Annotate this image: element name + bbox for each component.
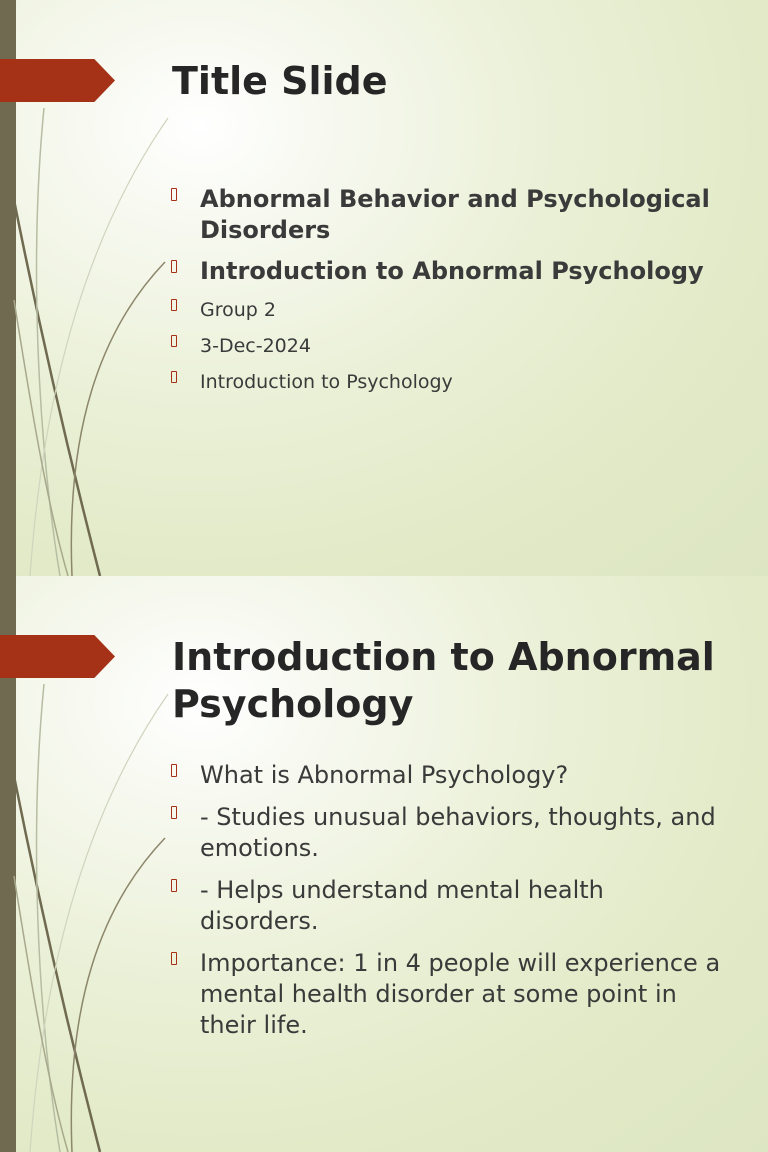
bullet-item — [170, 948, 730, 1041]
bullet-text: Abnormal Behavior and Psychological Disorders — [200, 185, 710, 244]
bullet-icon — [171, 335, 177, 347]
bullet-icon — [171, 806, 177, 819]
bullet-item — [170, 875, 730, 937]
bullet-item — [170, 297, 730, 323]
bullet-item — [170, 802, 730, 864]
bullet-icon — [171, 188, 177, 201]
bullet-item — [170, 760, 730, 791]
slide-title: Title Slide — [172, 59, 388, 103]
bullet-icon — [171, 764, 177, 777]
bullet-text: Introduction to Abnormal Psychology — [200, 257, 704, 285]
bullet-item — [170, 333, 730, 359]
bullet-text: Group 2 — [200, 299, 276, 321]
bullet-icon — [171, 260, 177, 273]
bullet-item — [170, 184, 730, 246]
bullet-text: What is Abnormal Psychology? — [200, 761, 569, 789]
bullet-text: - Studies unusual behaviors, thoughts, and emotions. — [200, 803, 716, 862]
bullet-text: 3-Dec-2024 — [200, 335, 311, 357]
bullet-text: Importance: 1 in 4 people will experience a mental health disorder at some point in their life. — [200, 949, 721, 1039]
bullet-text: Introduction to Psychology — [200, 371, 453, 393]
bullet-text: - Helps understand mental health disorders. — [200, 876, 604, 935]
title-arrow-accent — [0, 635, 115, 678]
bullet-icon — [171, 879, 177, 892]
slide-2[interactable] — [0, 576, 768, 1152]
bullet-item — [170, 256, 730, 287]
bullet-icon — [171, 299, 177, 311]
title-arrow-accent — [0, 59, 115, 102]
bullet-item — [170, 369, 730, 395]
slide-title: Introduction to Abnormal Psychology — [172, 635, 715, 726]
slide-bullet-list — [170, 760, 730, 1052]
slide-bullet-list — [170, 184, 730, 405]
bullet-icon — [171, 952, 177, 965]
bullet-icon — [171, 371, 177, 383]
